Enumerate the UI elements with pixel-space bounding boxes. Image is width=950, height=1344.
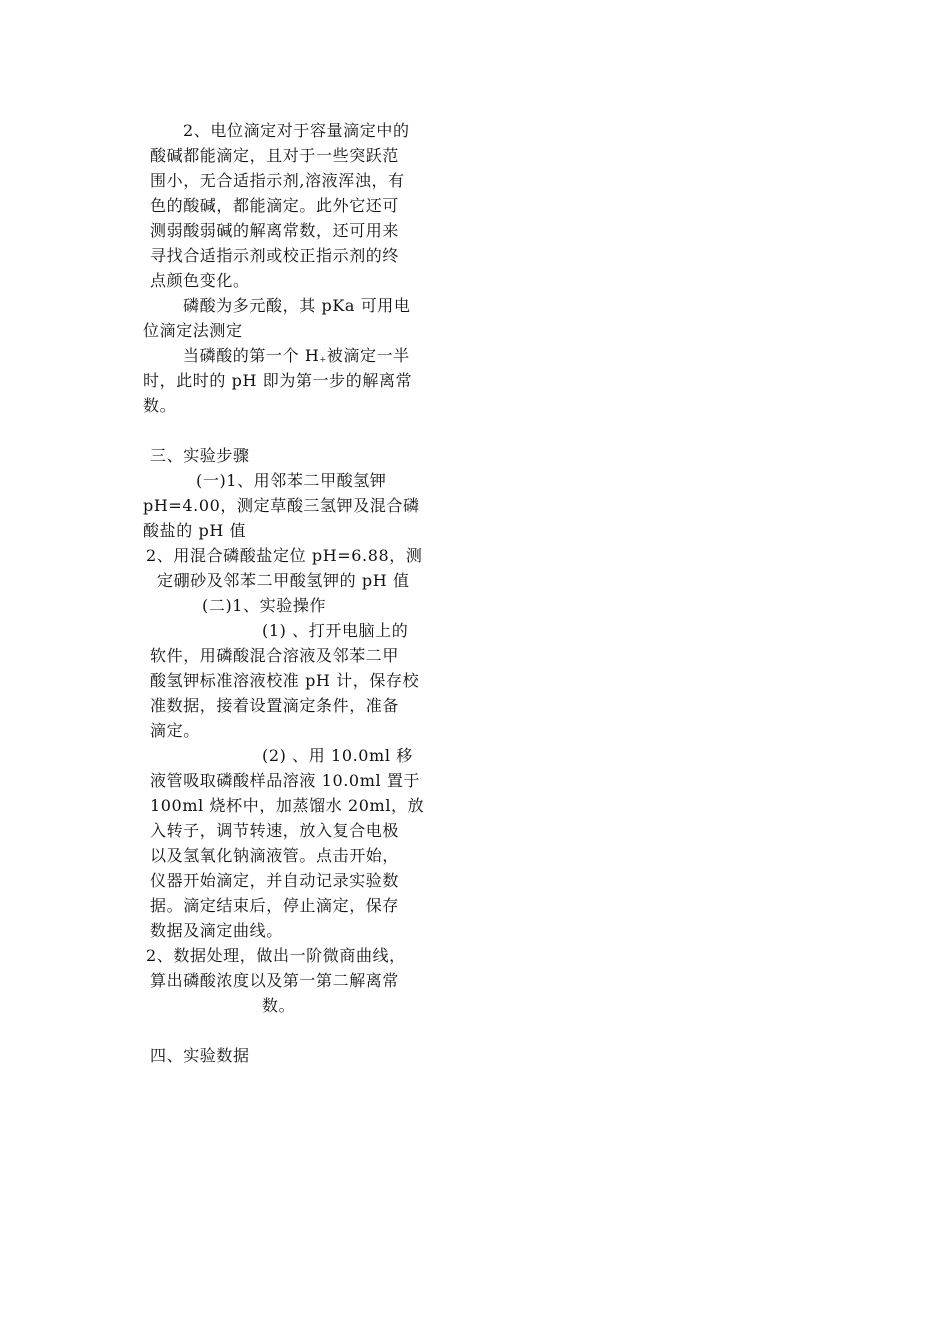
part-1-line-4: 2、用混合磷酸盐定位 pH=6.88，测 bbox=[146, 546, 423, 565]
paragraph-1-line-6: 寻找合适指示剂或校正指示剂的终 bbox=[150, 246, 400, 265]
step-1-line-1: (1) 、打开电脑上的 bbox=[262, 621, 409, 640]
part-1-line-1: (一)1、用邻苯二甲酸氢钾 bbox=[196, 471, 387, 490]
step-1-line-4: 准数据，接着设置滴定条件，准备 bbox=[150, 696, 400, 715]
step-3-line-1: 2、数据处理，做出一阶微商曲线， bbox=[146, 946, 406, 965]
paragraph-1-line-1: 2、电位滴定对于容量滴定中的 bbox=[183, 121, 410, 140]
step-2-line-1: (2) 、用 10.0ml 移 bbox=[262, 746, 413, 765]
paragraph-3-line-3: 数。 bbox=[143, 396, 177, 415]
step-3-line-2: 算出磷酸浓度以及第一第二解离常 bbox=[150, 971, 400, 990]
paragraph-1-line-2: 酸碱都能滴定，且对于一些突跃范 bbox=[150, 146, 400, 165]
step-2-line-8: 数据及滴定曲线。 bbox=[150, 921, 283, 940]
part-2-heading: (二)1、实验操作 bbox=[202, 596, 327, 615]
paragraph-1-line-3: 围小，无合适指示剂,溶液浑浊，有 bbox=[150, 171, 405, 190]
part-1-line-5: 定硼砂及邻苯二甲酸氢钾的 pH 值 bbox=[157, 571, 410, 590]
paragraph-3-line-1-before: 当磷酸的第一个 H bbox=[183, 346, 320, 365]
step-1-line-2: 软件，用磷酸混合溶液及邻苯二甲 bbox=[150, 646, 400, 665]
step-2-line-7: 据。滴定结束后，停止滴定，保存 bbox=[150, 896, 400, 915]
part-1-line-2: pH=4.00，测定草酸三氢钾及混合磷 bbox=[143, 496, 420, 515]
part-1-line-3: 酸盐的 pH 值 bbox=[143, 521, 247, 540]
step-2-line-4: 入转子，调节转速，放入复合电极 bbox=[150, 821, 400, 840]
paragraph-2-line-1: 磷酸为多元酸，其 pKa 可用电 bbox=[183, 296, 411, 315]
step-3-line-3: 数。 bbox=[262, 996, 296, 1015]
h-plus-superscript: + bbox=[319, 355, 327, 364]
step-1-line-5: 滴定。 bbox=[150, 721, 200, 740]
section-4-heading: 四、实验数据 bbox=[150, 1046, 250, 1065]
paragraph-1-line-7: 点颜色变化。 bbox=[150, 271, 250, 290]
step-2-line-6: 仪器开始滴定，并自动记录实验数 bbox=[150, 871, 400, 890]
step-1-line-3: 酸氢钾标准溶液校准 pH 计，保存校 bbox=[150, 671, 420, 690]
paragraph-1-line-4: 色的酸碱，都能滴定。此外它还可 bbox=[150, 196, 400, 215]
step-2-line-5: 以及氢氧化钠滴液管。点击开始， bbox=[150, 846, 400, 865]
paragraph-1-line-5: 测弱酸弱碱的解离常数，还可用来 bbox=[150, 221, 400, 240]
paragraph-2-line-2: 位滴定法测定 bbox=[143, 321, 243, 340]
section-3-heading: 三、实验步骤 bbox=[150, 446, 250, 465]
paragraph-3-line-1-after: 被滴定一半 bbox=[326, 346, 410, 365]
step-2-line-2: 液管吸取磷酸样品溶液 10.0ml 置于 bbox=[150, 771, 421, 790]
paragraph-3-line-2: 时，此时的 pH 即为第一步的解离常 bbox=[143, 371, 413, 390]
step-2-line-3: 100ml 烧杯中，加蒸馏水 20ml，放 bbox=[150, 796, 425, 815]
